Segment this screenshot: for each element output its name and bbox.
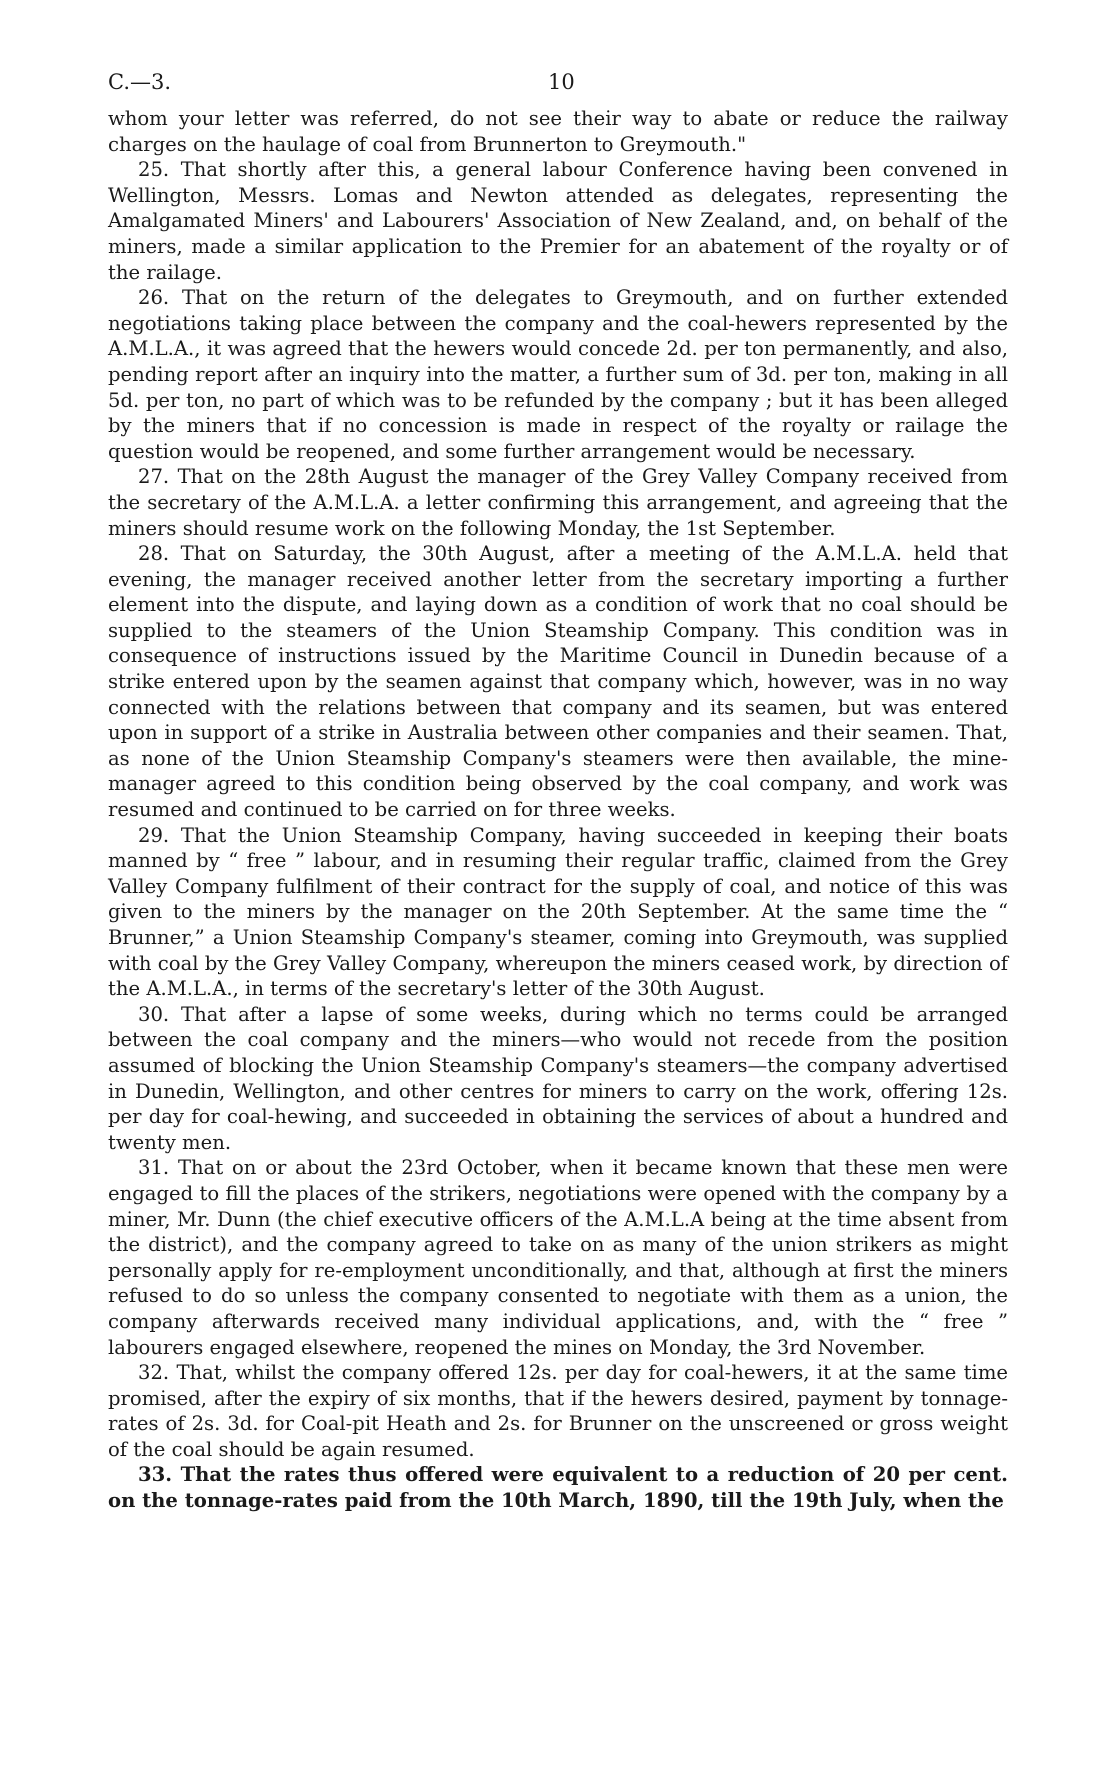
paragraph-continuation: whom your letter was referred, do not see their way to abate or reduce the railway charges on the haulage of coal from Brunnerton to Greymouth." xyxy=(108,107,1008,156)
paragraph-33: 33. That the rates thus offered were equivalent to a reduction of 20 per cent. on the tonnage-rates paid from the 10th March, 1890, till the 19th July, when the xyxy=(108,1463,1008,1513)
paragraph-28: 28. That on Saturday, the 30th August, after a meeting of the A.M.L.A. held that evening, the manager received another letter from the secretary importing a further element into the dispute, and laying down as a condition of work that no coal should be supplied to the steamers of the Union Steamship Company. This condition was in consequence of instructions issued by the Maritime Council in Dunedin because of a strike entered upon by the seamen against that company which, however, was in no way connected with the relations between that company and its seamen, but was entered upon in support of a strike in Australia between other companies and their seamen. That, as none of the Union Steamship Company's steamers were then available, the mine-manager agreed to this condition being observed by the coal company, and work was resumed and continued to be carried on for three weeks. xyxy=(108,542,1008,822)
page-number: 10 xyxy=(548,70,575,94)
paragraph-26: 26. That on the return of the delegates to Greymouth, and on further extended negotiations taking place between the company and the coal-hewers represented by the A.M.L.A., it was agreed that the hewers would concede 2d. per ton permanently, and also, pending report after an inquiry into the matter, a further sum of 3d. per ton, making in all 5d. per ton, no part of which was to be refunded by the company ; but it has been alleged by the miners that if no concession is made in respect of the royalty or railage the question would be reopened, and some further arrangement would be necessary. xyxy=(108,286,1008,463)
paragraph-32: 32. That, whilst the company offered 12s. per day for coal-hewers, it at the same time promised, after the expiry of six months, that if the hewers desired, payment by tonnage-rates of 2s. 3d. for Coal-pit Heath and 2s. for Brunner on the unscreened or gross weight of the coal should be again resumed. xyxy=(108,1361,1008,1461)
document-reference: C.—3. xyxy=(108,70,172,94)
paragraph-31: 31. That on or about the 23rd October, when it became known that these men were engaged to fill the places of the strikers, negotiations were opened with the company by a miner, Mr. Dunn (the chief executive officers of the A.M.L.A being at the time absent from the district), and the company agreed to take on as many of the union strikers as might personally apply for re-employment unconditionally, and that, although at first the miners refused to do so unless the company consented to negotiate with them as a union, the company afterwards received many individual applications, and, with the “ free ” labourers engaged elsewhere, reopened the mines on Monday, the 3rd November. xyxy=(108,1156,1008,1359)
page-header xyxy=(108,70,1008,104)
document-page xyxy=(108,70,1008,1514)
paragraph-27: 27. That on the 28th August the manager of the Grey Valley Company received from the secretary of the A.M.L.A. a letter confirming this arrangement, and agreeing that the miners should resume work on the following Monday, the 1st September. xyxy=(108,465,1008,540)
body-text xyxy=(108,106,1008,1514)
paragraph-29: 29. That the Union Steamship Company, having succeeded in keeping their boats manned by “ free ” labour, and in resuming their regular traffic, claimed from the Grey Valley Company fulfilment of their contract for the supply of coal, and notice of this was given to the miners by the manager on the 20th September. At the same time the “ Brunner,” a Union Steamship Company's steamer, coming into Greymouth, was supplied with coal by the Grey Valley Company, whereupon the miners ceased work, by direction of the A.M.L.A., in terms of the secretary's letter of the 30th August. xyxy=(108,823,1008,1001)
paragraph-25: 25. That shortly after this, a general labour Conference having been convened in Wellington, Messrs. Lomas and Newton attended as delegates, representing the Amalgamated Miners' and Labourers' Association of New Zealand, and, on behalf of the miners, made a similar application to the Premier for an abatement of the royalty or of the railage. xyxy=(108,158,1008,284)
paragraph-30: 30. That after a lapse of some weeks, during which no terms could be arranged between the coal company and the miners—who would not recede from the position assumed of blocking the Union Steamship Company's steamers—the company advertised in Dunedin, Wellington, and other centres for miners to carry on the work, offering 12s. per day for coal-hewing, and succeeded in obtaining the services of about a hundred and twenty men. xyxy=(108,1002,1008,1154)
